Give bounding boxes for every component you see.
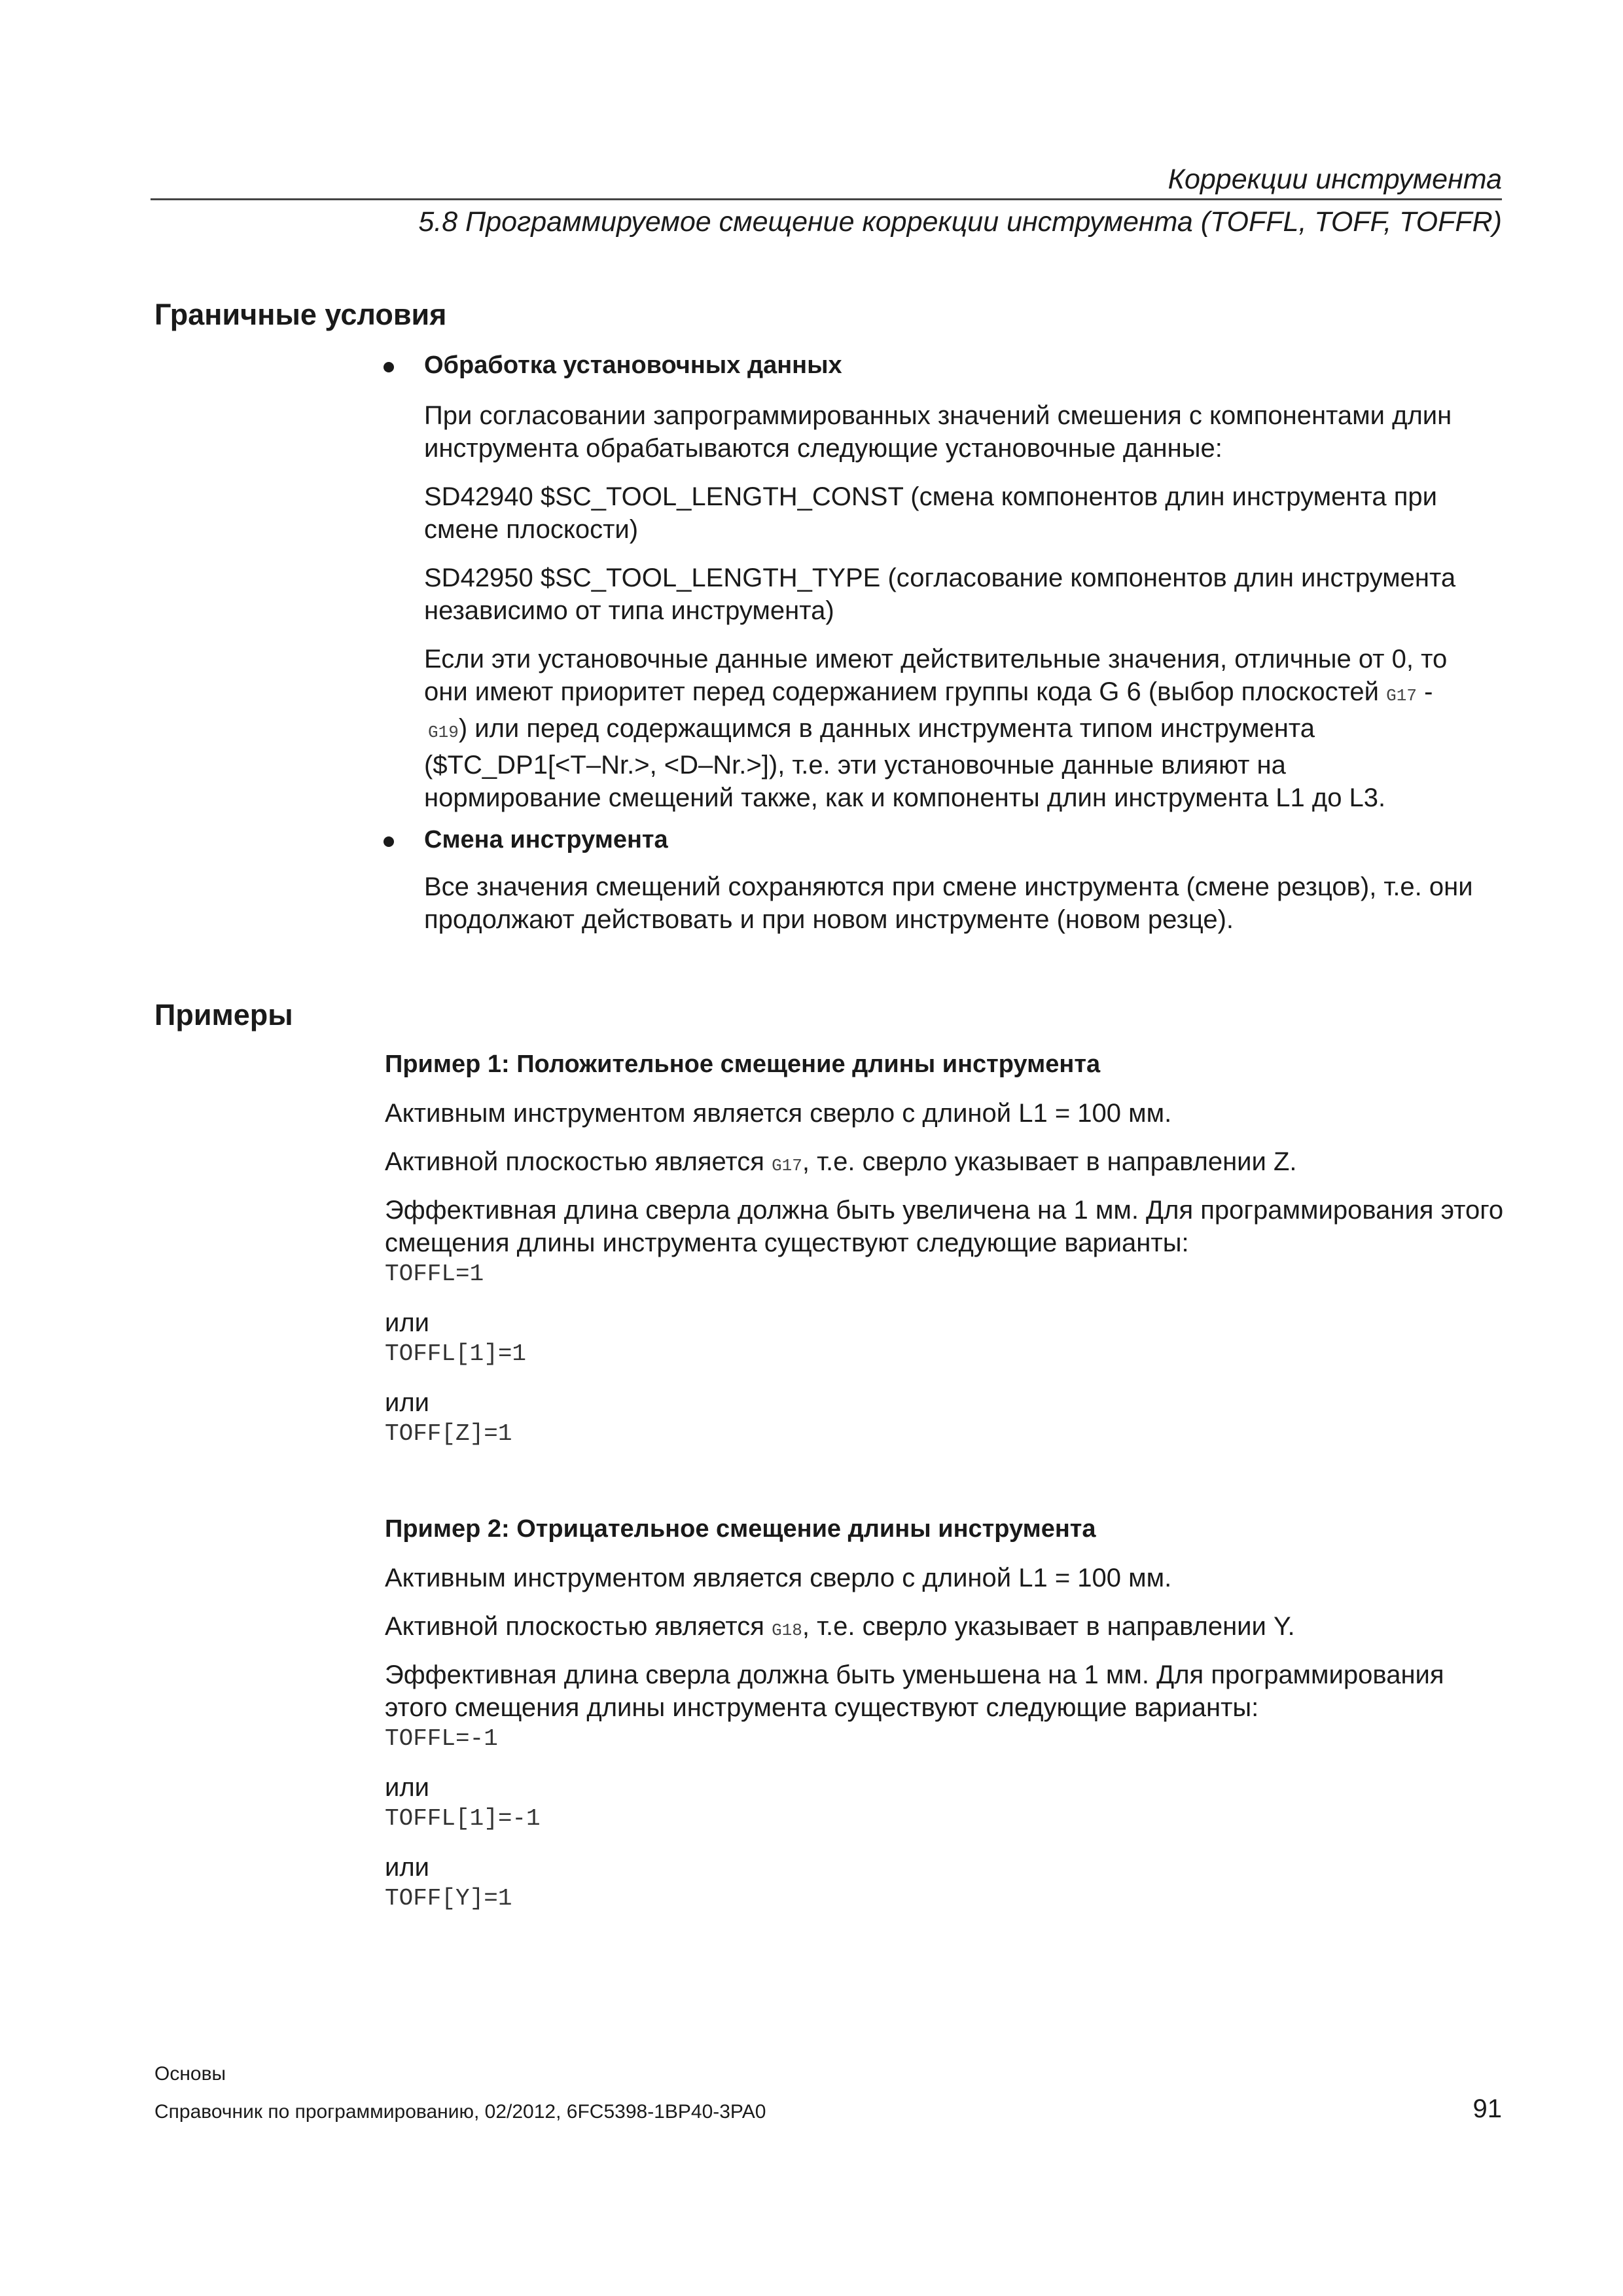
- code-line: TOFFL[1]=1: [385, 1340, 527, 1367]
- inline-code: G17: [1386, 686, 1417, 706]
- footer-reference: Справочник по программированию, 02/2012, 6FC5398-1BP40-3PA0: [154, 2101, 766, 2123]
- or-label: или: [385, 1388, 430, 1417]
- example-heading-1: Пример 1: Положительное смещение длины инструмента: [385, 1050, 1101, 1078]
- paragraph: Активным инструментом является сверло с длиной L1 = 100 мм.: [385, 1564, 1172, 1592]
- paragraph: SD42950 $SC_TOOL_LENGTH_TYPE (согласование компонентов длин инструмента независимо от типа инструмента): [424, 564, 1456, 625]
- bullet-heading-tool-change: Смена инструмента: [424, 826, 668, 853]
- text: Активной плоскостью является: [385, 1147, 772, 1176]
- text: , т.е. сверло указывает в направлении Y.: [802, 1612, 1295, 1641]
- text: -: [1416, 677, 1433, 706]
- inline-code: G18: [772, 1621, 802, 1640]
- text-line: [424, 675, 1510, 712]
- bullet-icon: [383, 362, 394, 372]
- paragraph: [385, 1610, 1510, 1647]
- bullet-icon: [383, 836, 394, 847]
- or-label: или: [385, 1853, 430, 1882]
- text: Активной плоскостью является: [385, 1612, 772, 1641]
- text-line: Если эти установочные данные имеют действительные значения, отличные от 0, то: [424, 645, 1448, 673]
- page-number: 91: [1472, 2094, 1502, 2123]
- code-line: TOFFL=-1: [385, 1725, 498, 1752]
- example-heading-2: Пример 2: Отрицательное смещение длины инструмента: [385, 1515, 1096, 1543]
- or-label: или: [385, 1308, 430, 1337]
- section-heading-constraints: Граничные условия: [154, 298, 447, 331]
- paragraph: При согласовании запрограммированных значений смешения с компонентами длин инструмента обрабатываются следующие установочные данные:: [424, 401, 1452, 463]
- text: ) или перед содержащимся в данных инструмента типом инструмента: [458, 714, 1315, 743]
- paragraph: Эффективная длина сверла должна быть увеличена на 1 мм. Для программирования этого смещения длины инструмента существуют следующие варианты:: [385, 1196, 1504, 1257]
- inline-code: G19: [428, 723, 459, 742]
- footer-book-title: Основы: [154, 2063, 226, 2085]
- code-line: TOFF[Y]=1: [385, 1885, 512, 1912]
- text-line: [424, 712, 1510, 749]
- text: , т.е. сверло указывает в направлении Z.: [802, 1147, 1297, 1176]
- header-rule: [151, 198, 1502, 200]
- bullet-heading-settings: Обработка установочных данных: [424, 351, 842, 379]
- text-line: ($TC_DP1[<T–Nr.>, <D–Nr.>]), т.е. эти установочные данные влияют на: [424, 751, 1286, 780]
- text-line: нормирование смещений также, как и компоненты длин инструмента L1 до L3.: [424, 783, 1386, 812]
- code-line: TOFFL=1: [385, 1261, 484, 1287]
- or-label: или: [385, 1773, 430, 1802]
- paragraph: Активным инструментом является сверло с длиной L1 = 100 мм.: [385, 1099, 1172, 1128]
- running-header-title: Коррекции инструмента: [1168, 164, 1502, 195]
- paragraph-priority: [424, 643, 1510, 814]
- paragraph: SD42940 $SC_TOOL_LENGTH_CONST (смена компонентов длин инструмента при смене плоскости): [424, 482, 1437, 544]
- paragraph: Эффективная длина сверла должна быть уменьшена на 1 мм. Для программирования этого смещения длины инструмента существуют следующие варианты:: [385, 1660, 1444, 1722]
- section-heading-examples: Примеры: [154, 998, 293, 1031]
- paragraph: [385, 1145, 1510, 1182]
- code-line: TOFFL[1]=-1: [385, 1805, 541, 1832]
- paragraph: Все значения смещений сохраняются при смене инструмента (смене резцов), т.е. они продолжают действовать и при новом инструменте (новом резце).: [424, 872, 1473, 934]
- text: они имеют приоритет перед содержанием группы кода G 6 (выбор плоскостей: [424, 677, 1387, 706]
- running-header-subtitle: 5.8 Программируемое смещение коррекции инструмента (TOFFL, TOFF, TOFFR): [418, 206, 1502, 238]
- code-line: TOFF[Z]=1: [385, 1420, 512, 1447]
- inline-code: G17: [772, 1156, 802, 1175]
